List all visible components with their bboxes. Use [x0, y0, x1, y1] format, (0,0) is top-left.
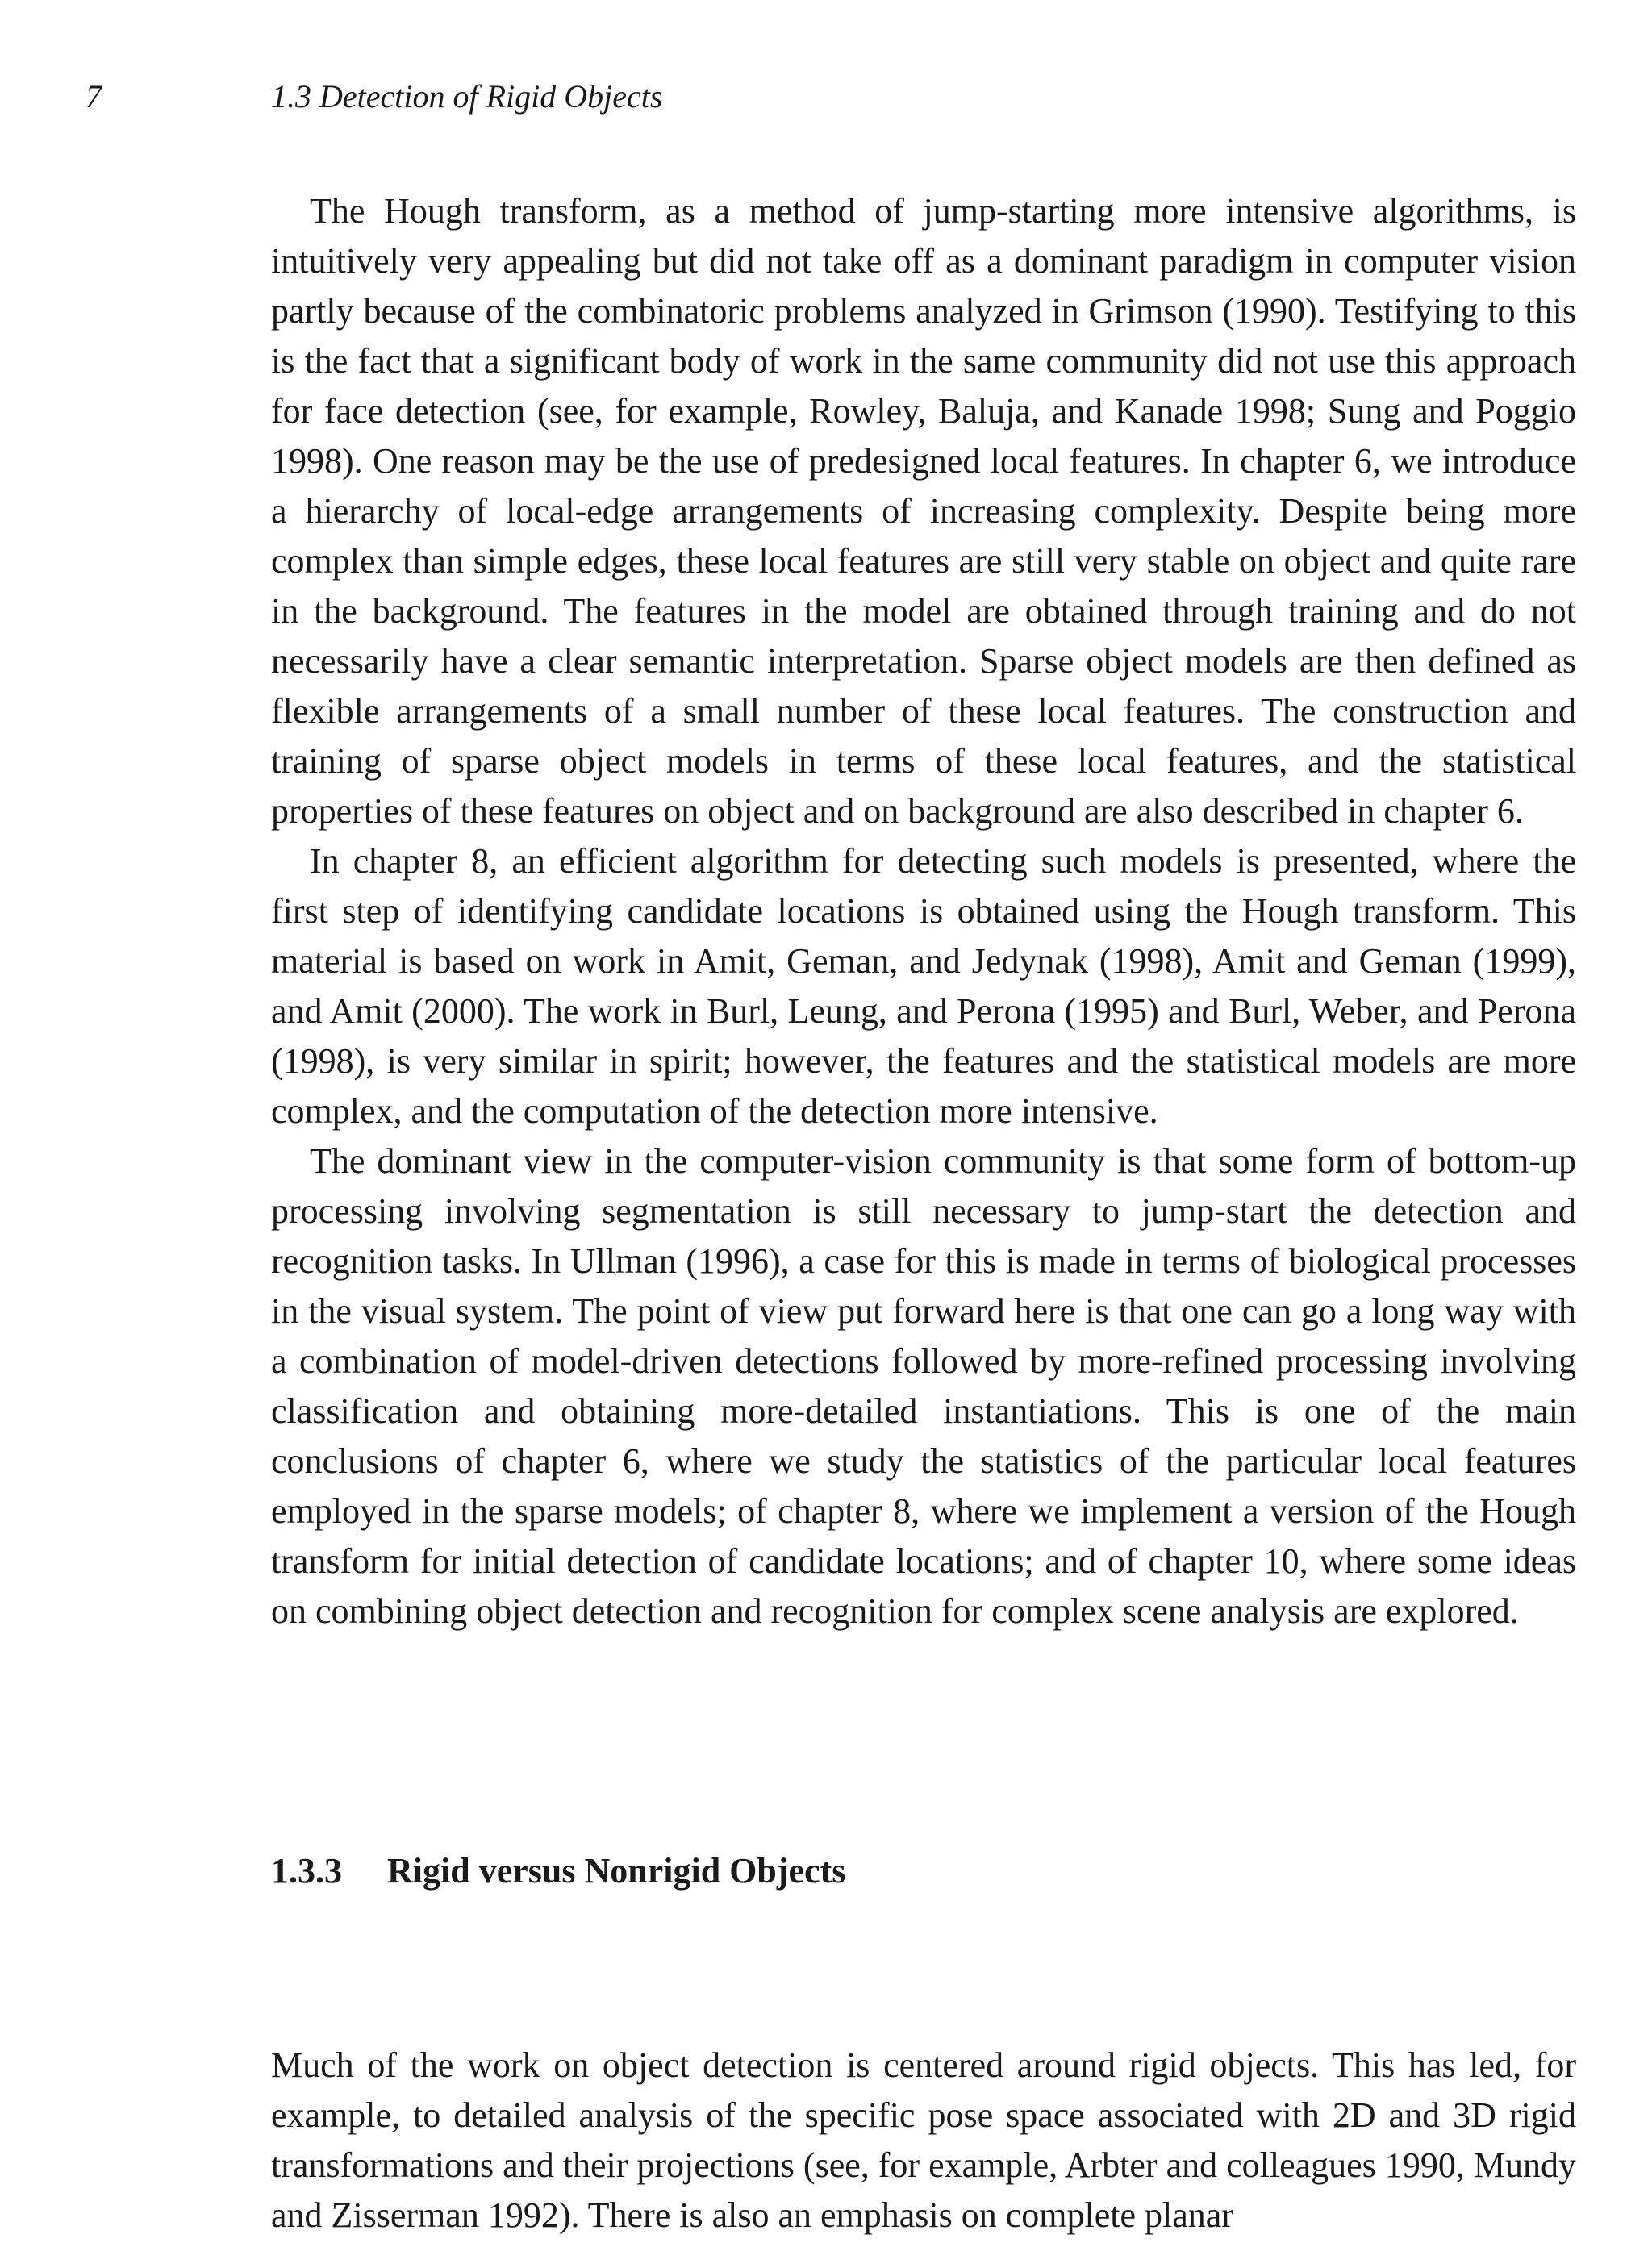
section-heading [271, 1846, 1576, 1896]
section-paragraph: Much of the work on object detection is centered around rigid objects. This has led, for example, to detailed analysis of the specific pose space associated with 2D and 3D rigid transformations and their projections (see, for example, Arbter and colleagues 1990, Mundy and Zisserman 1992). There is also an emphasis on complete planar [271, 2045, 1576, 2235]
running-header-title: 1.3 Detection of Rigid Objects [271, 78, 663, 115]
body-text [271, 186, 1576, 1636]
body-paragraph: The dominant view in the computer-vision community is that some form of bottom-up processing involving segmentation is still necessary to jump-start the detection and recognition tasks. In Ullman (1996), a case for this is made in terms of biological processes in the visual system. The point of view put forward here is that one can go a long way with a combination of model-driven detections followed by more-refined processing involving classification and obtaining more-detailed instantiations. This is one of the main conclusions of chapter 6, where we study the statistics of the particular local features employed in the sparse models; of chapter 8, where we implement a version of the Hough transform for initial detection of candidate locations; and of chapter 10, where some ideas on combining object detection and recognition for complex scene analysis are explored. [271, 1141, 1576, 1631]
section-number: 1.3.3 [271, 1851, 342, 1891]
body-paragraph: In chapter 8, an efficient algorithm for detecting such models is presented, where the first step of identifying candidate locations is obtained using the Hough transform. This material is based on work in Amit, Geman, and Jedynak (1998), Amit and Geman (1999), and Amit (2000). The work in Burl, Leung, and Perona (1995) and Burl, Weber, and Perona (1998), is very similar in spirit; however, the features and the statistical models are more complex, and the computation of the detection more intensive. [271, 841, 1576, 1131]
running-header [0, 74, 1652, 119]
body-paragraph: The Hough transform, as a method of jump-starting more intensive algorithms, is intuitively very appealing but did not take off as a dominant paradigm in computer vision partly because of the combinatoric problems analyzed in Grimson (1990). Testifying to this is the fact that a significant body of work in the same community did not use this approach for face detection (see, for example, Rowley, Baluja, and Kanade 1998; Sung and Poggio 1998). One reason may be the use of predesigned local features. In chapter 6, we introduce a hierarchy of local-edge arrangements of increasing complexity. Despite being more complex than simple edges, these local features are still very stable on object and quite rare in the background. The features in the model are obtained through training and do not necessarily have a clear semantic interpretation. Sparse object models are then defined as flexible arrangements of a small number of these local features. The construction and training of sparse object models in terms of these local features, and the statistical properties of these features on object and on background are also described in chapter 6. [271, 191, 1576, 831]
page-number: 7 [86, 78, 102, 115]
section-title: Rigid versus Nonrigid Objects [387, 1851, 846, 1891]
section-text [271, 2041, 1576, 2241]
